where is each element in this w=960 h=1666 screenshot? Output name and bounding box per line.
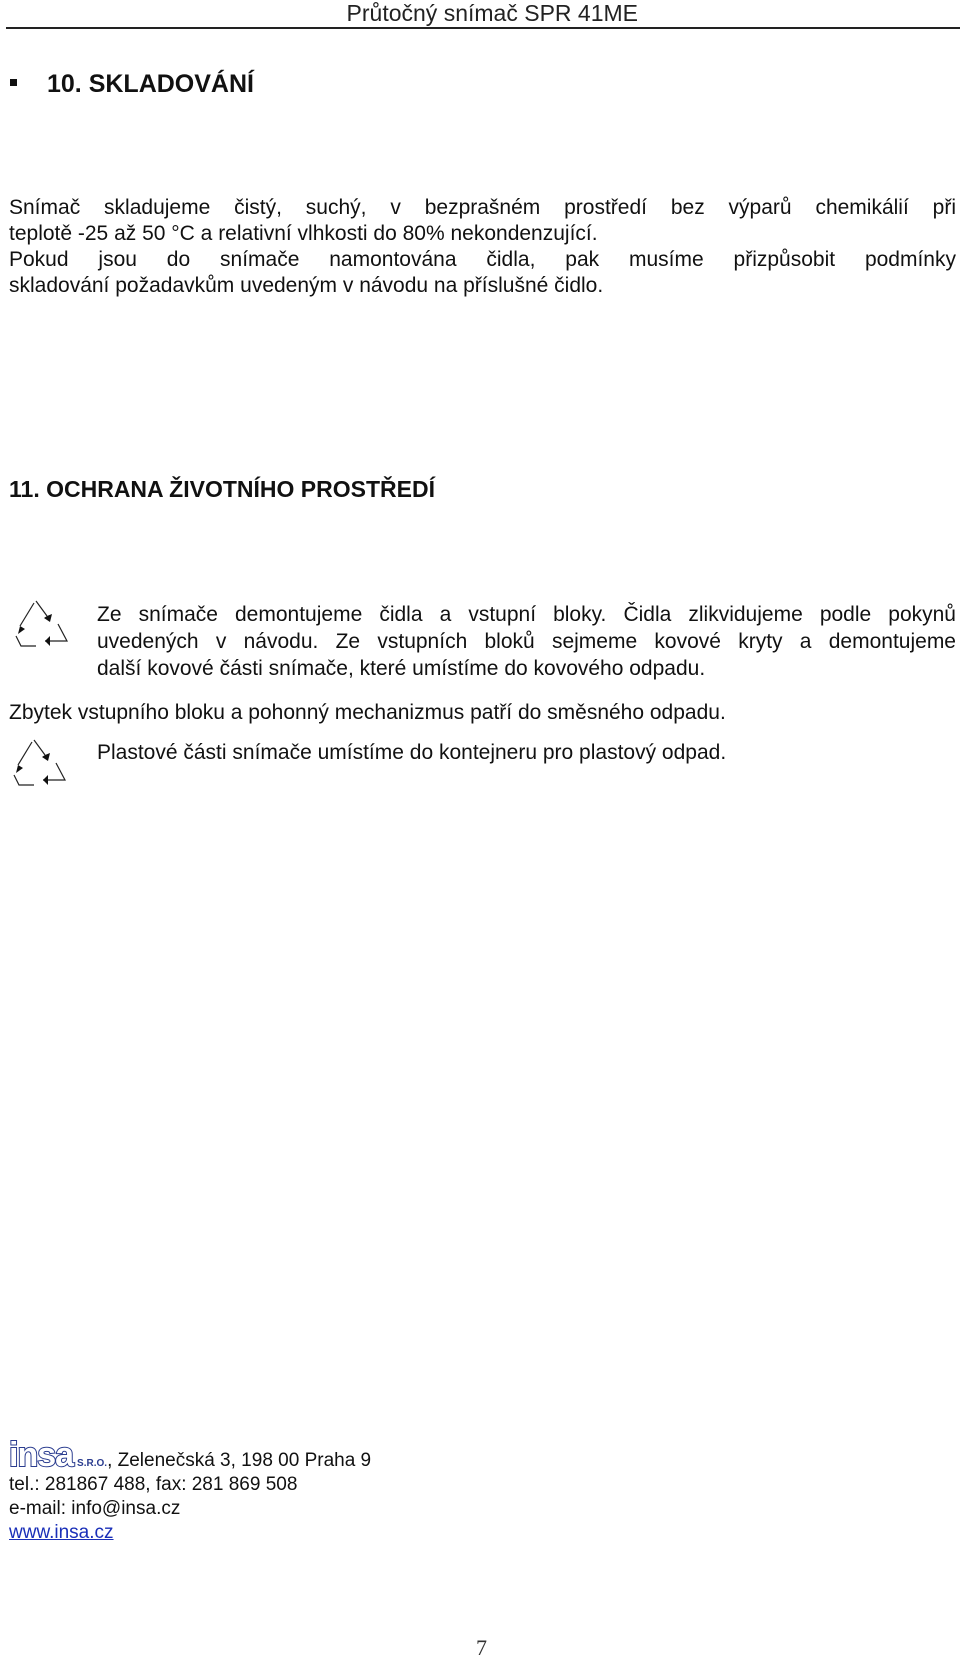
company-logo: [9, 1436, 108, 1474]
section-11-paragraph-2: Zbytek vstupního bloku a pohonný mechanizmus patří do směsného odpadu.: [9, 701, 726, 724]
section-11-paragraph-1: [97, 601, 956, 682]
section-10-line: teplotě -25 až 50 °C a relativní vlhkosti do 80% nekondenzující.: [9, 222, 598, 245]
company-email: e-mail: info@insa.cz: [9, 1498, 181, 1519]
company-address: , Zelenečská 3, 198 00 Praha 9: [107, 1450, 372, 1471]
section-10-heading: 10. SKLADOVÁNÍ: [47, 70, 254, 98]
document-header-title: Průtočný snímač SPR 41ME: [346, 0, 638, 26]
section-10-line: Snímač skladujeme čistý, suchý, v bezprašném prostředí bez výparů chemikálií při: [9, 196, 956, 219]
section-11-paragraph-3: Plastové části snímače umístíme do kontejneru pro plastový odpad.: [97, 741, 727, 764]
recycle-icon: [14, 598, 68, 652]
address-row: [9, 1436, 372, 1474]
company-phone: tel.: 281867 488, fax: 281 869 508: [9, 1474, 298, 1495]
company-footer: [9, 1436, 372, 1545]
header-rule: [6, 27, 960, 29]
section-11-line: uvedených v návodu. Ze vstupních bloků sejmeme kovové kryty a demontujeme: [97, 630, 956, 653]
logo-wordmark: insa: [9, 1436, 74, 1474]
section-11-heading: 11. OCHRANA ŽIVOTNÍHO PROSTŘEDÍ: [9, 476, 435, 502]
section-11-line: další kovové části snímače, které umístíme do kovového odpadu.: [97, 657, 706, 680]
section-10-line: skladování požadavkům uvedeným v návodu na příslušné čidlo.: [9, 274, 604, 297]
recycle-icon: [12, 737, 66, 791]
logo-suffix: S.R.O.: [77, 1458, 108, 1469]
page-number: 7: [476, 1635, 487, 1660]
section-10-paragraph: [9, 195, 956, 299]
bullet-icon: [10, 79, 17, 86]
company-website-link[interactable]: www.insa.cz: [9, 1522, 114, 1543]
section-11-line: Ze snímače demontujeme čidla a vstupní bloky. Čidla zlikvidujeme podle pokynů: [97, 603, 956, 626]
section-10-line: Pokud jsou do snímače namontována čidla, pak musíme přizpůsobit podmínky: [9, 248, 956, 271]
